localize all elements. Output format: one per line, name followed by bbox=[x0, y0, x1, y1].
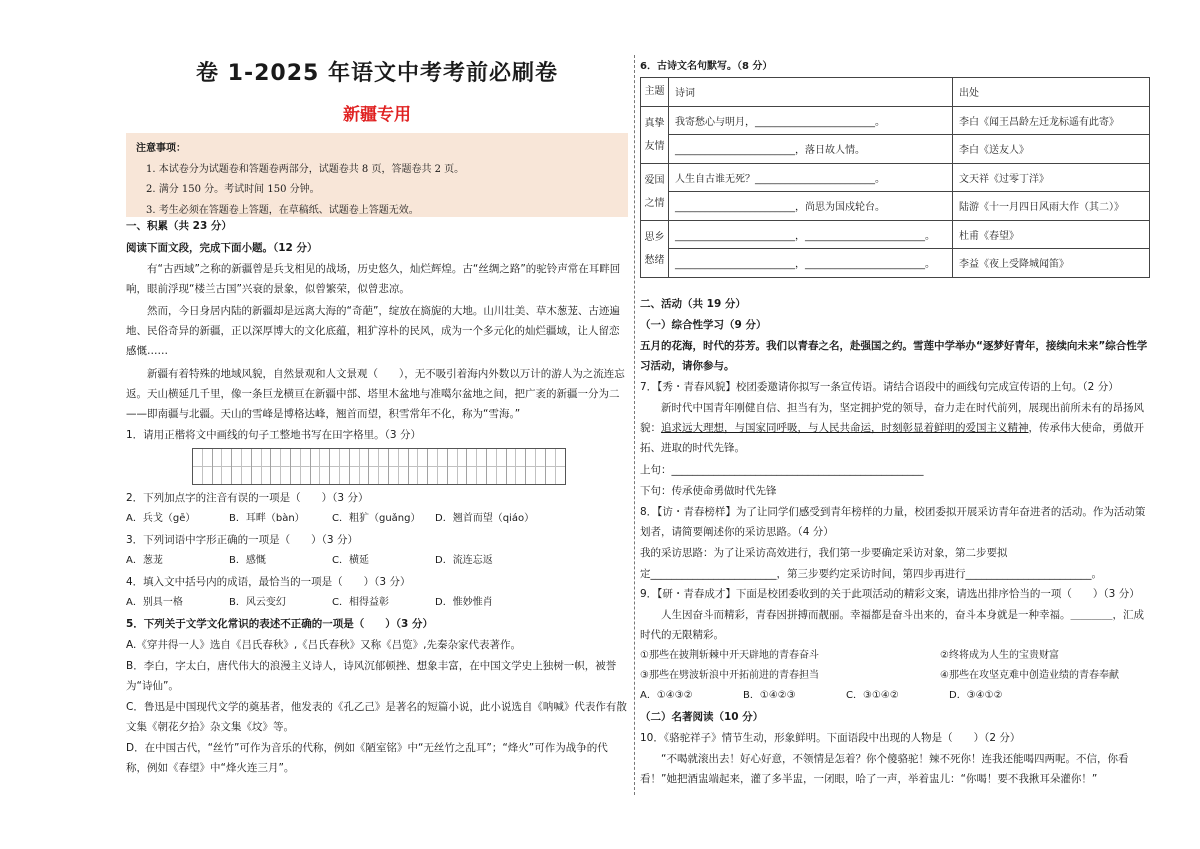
grid-cell[interactable] bbox=[330, 449, 350, 484]
grid-cell[interactable] bbox=[389, 449, 409, 484]
table-row bbox=[641, 163, 1150, 192]
writing-grid[interactable] bbox=[192, 448, 566, 485]
option[interactable]: D．③④①② bbox=[949, 690, 1003, 701]
q9-item: ③那些在劈波斩浪中开拓前进的青春担当 bbox=[640, 670, 819, 681]
table-row bbox=[641, 220, 1150, 249]
grid-cell[interactable] bbox=[409, 449, 429, 484]
poem-source: 陆游《十一月四日风雨大作（其二）》 bbox=[953, 192, 1150, 221]
question-2: 2．下列加点字的注音有误的一项是（ ）（3 分） bbox=[126, 492, 369, 504]
reading-paragraph: 新疆有着特殊的地域风貌，自然景观和人文景观（ ），无不吸引着海内外数以万计的游人为之流连忘返。天山横延几千里，像一条巨龙横亘在新疆中部、塔里木盆地与准噶尔盆地之间，把广袤的新疆一分为二——即南疆与北疆。天山的雪峰是博格达峰，翘首而望，积雪常年不化，称为“雪海。” bbox=[126, 368, 625, 420]
notice-item: 1. 本试卷分为试题卷和答题卷两部分，试题卷共 8 页，答题卷共 2 页。 bbox=[146, 163, 465, 175]
question-8: 8．【访・青春榜样】为了让同学们感受到青年榜样的力量，校团委拟开展采访青年奋进者的活动。作为活动策划者，请简要阐述你的采访思路。（4 分） bbox=[640, 506, 1146, 538]
grid-cell[interactable] bbox=[467, 449, 487, 484]
option[interactable]: A.《穿井得一人》选自《吕氏春秋》,《吕氏春秋》又称《吕览》,先秦杂家代表著作。 bbox=[126, 639, 522, 651]
section-heading-part1: 一、积累（共 23 分） bbox=[126, 220, 232, 232]
poem-line[interactable]: ________________________，尚思为国戍轮台。 bbox=[669, 192, 953, 221]
q8-answer-line: 我的采访思路：为了让采访高效进行，我们第一步要确定采访对象，第二步要拟 bbox=[640, 547, 1008, 559]
option[interactable]: A．葱茏 bbox=[126, 555, 163, 566]
theme-cell: 真挚友情 bbox=[641, 106, 669, 163]
grid-cell[interactable] bbox=[507, 449, 527, 484]
question-3: 3．下列词语中字形正确的一项是（ ）（3 分） bbox=[126, 534, 358, 546]
question-4-options bbox=[126, 593, 628, 613]
notice-item: 2. 满分 150 分。考试时间 150 分钟。 bbox=[146, 184, 320, 195]
poem-line[interactable]: ________________________，________________________。 bbox=[669, 220, 953, 249]
option[interactable]: C．横延 bbox=[332, 555, 369, 566]
underlined-sentence: 追求远大理想，与国家同呼吸，与人民共命运，时刻彰显着鲜明的爱国主义精神 bbox=[661, 422, 1029, 434]
page-title: 卷 1-2025 年语文中考考前必刷卷 bbox=[196, 61, 558, 86]
question-4: 4．填入文中括号内的成语，最恰当的一项是（ ）（3 分） bbox=[126, 576, 411, 588]
subsection-heading: （一）综合性学习（9 分） bbox=[640, 319, 767, 331]
grid-cell[interactable] bbox=[428, 449, 448, 484]
grid-cell[interactable] bbox=[252, 449, 272, 484]
notice-title: 注意事项： bbox=[136, 143, 186, 154]
q7-paragraph: 新时代中国青年刚健自信、担当有为，坚定拥护党的领导，奋力走在时代前列，展现出前所未有的昂扬风貌：追求远大理想，与国家同呼吸，与人民共命运，时刻彰显着鲜明的爱国主义精神，传承伟大使命，勇做开拓、进取的时代先锋。 bbox=[640, 402, 1144, 454]
section-heading-part2: 二、活动（共 19 分） bbox=[640, 298, 746, 310]
poem-source: 李白《送友人》 bbox=[953, 135, 1150, 164]
q9-item: ①那些在披荆斩棘中开天辟地的青春奋斗 bbox=[640, 650, 819, 661]
table-row bbox=[641, 135, 1150, 164]
theme-cell: 思乡愁绪 bbox=[641, 220, 669, 277]
option[interactable]: D．流连忘返 bbox=[435, 555, 493, 566]
poem-source: 李益《夜上受降城闻笛》 bbox=[953, 249, 1150, 278]
activity-intro: 五月的花海，时代的芬芳。我们以青春之名，赴强国之约。雪莲中学举办“逐梦好青年，接续向未来”综合性学习活动，请你参与。 bbox=[640, 340, 1148, 372]
table-row bbox=[641, 249, 1150, 278]
question-2-options bbox=[126, 509, 628, 529]
option[interactable]: A．兵戈（gē） bbox=[126, 513, 196, 524]
question-5: 5．下列关于文学文化常识的表述不正确的一项是（ ）（3 分） bbox=[126, 618, 434, 630]
q7-upper-line[interactable]: 上句：________________________________________________ bbox=[640, 464, 924, 476]
option[interactable]: B．风云变幻 bbox=[229, 597, 286, 608]
question-3-options bbox=[126, 551, 628, 571]
grid-cell[interactable] bbox=[369, 449, 389, 484]
option[interactable]: A．别具一格 bbox=[126, 597, 183, 608]
option[interactable]: B．①④②③ bbox=[743, 690, 796, 701]
option[interactable]: D．惟妙惟肖 bbox=[435, 597, 493, 608]
notice-box bbox=[126, 133, 628, 217]
q8-answer-line[interactable]: 定________________________，第三步要约定采访时间，第四步再进行________________________。 bbox=[640, 568, 1102, 580]
question-9: 9．【研・青春成才】下面是校团委收到的关于此项活动的精彩文案，请选出排序恰当的一项（ ）（3 分） bbox=[640, 588, 1140, 600]
poem-line[interactable]: ________________________，________________________。 bbox=[669, 249, 953, 278]
reading-paragraph: 有“古西域”之称的新疆曾是兵戈相见的战场，历史悠久，灿烂辉煌。古“丝绸之路”的驼铃声常在耳畔回响，眼前浮现“楼兰古国”兴衰的景象，似曾繁荣，似曾悲凉。 bbox=[126, 263, 621, 295]
poem-source: 杜甫《春望》 bbox=[953, 220, 1150, 249]
option[interactable]: D．在中国古代，“丝竹”可作为音乐的代称，例如《陋室铭》中“无丝竹之乱耳”；“烽火”可作为战争的代称，例如《春望》中“烽火连三月”。 bbox=[126, 742, 608, 774]
subsection-heading: （二）名著阅读（10 分） bbox=[640, 711, 764, 723]
grid-cell[interactable] bbox=[232, 449, 252, 484]
grid-cell[interactable] bbox=[526, 449, 546, 484]
poem-line[interactable]: ________________________，落日故人情。 bbox=[669, 135, 953, 164]
question-6: 6．古诗文名句默写。（8 分） bbox=[640, 61, 773, 72]
grid-cell[interactable] bbox=[350, 449, 370, 484]
q9-item: ②终将成为人生的宝贵财富 bbox=[940, 650, 1059, 661]
question-10: 10．《骆驼祥子》情节生动，形象鲜明。下面语段中出现的人物是（ ）（2 分） bbox=[640, 732, 1021, 744]
option[interactable]: B．李白，字太白，唐代伟大的浪漫主义诗人，诗风沉郁顿挫、想象丰富，在中国文学史上独树一帜，被誉为“诗仙”。 bbox=[126, 660, 617, 692]
table-row bbox=[641, 106, 1150, 135]
grid-cell[interactable] bbox=[193, 449, 213, 484]
grid-cell[interactable] bbox=[487, 449, 507, 484]
option[interactable]: B．耳畔（bàn） bbox=[229, 513, 305, 524]
grid-cell[interactable] bbox=[291, 449, 311, 484]
theme-cell: 爱国之情 bbox=[641, 163, 669, 220]
grid-cell[interactable] bbox=[448, 449, 468, 484]
reading-paragraph: 然而，今日身居内陆的新疆却是远离大海的“奇葩”，绽放在旖旎的大地。山川壮美、草木葱茏、古迹遍地、民俗奇异的新疆，正以深厚博大的文化底蕴，粗犷淳朴的民风，成为一个多元化的灿烂疆域，让人留恋感慨…… bbox=[126, 305, 620, 357]
notice-item: 3. 考生必须在答题卷上答题，在草稿纸、试题卷上答题无效。 bbox=[146, 204, 419, 216]
header-cell: 诗词 bbox=[669, 78, 953, 107]
q7-lower-line: 下句：传承使命勇做时代先锋 bbox=[640, 485, 777, 497]
q9-items bbox=[640, 646, 1150, 706]
option[interactable]: C．鲁迅是中国现代文学的奠基者，他发表的《孔乙己》是著名的短篇小说，此小说选自《呐喊》代表作有散文集《朝花夕拾》杂文集《坟》等。 bbox=[126, 701, 627, 733]
q9-item: ④那些在攻坚克难中创造业绩的青春奉献 bbox=[940, 670, 1119, 681]
poem-source: 文天祥《过零丁洋》 bbox=[953, 163, 1150, 192]
poem-table bbox=[640, 77, 1150, 278]
question-7: 7．【秀・青春风貌】校团委邀请你拟写一条宣传语。请结合语段中的画线句完成宣传语的上句。（2 分） bbox=[640, 381, 1119, 393]
column-divider bbox=[634, 55, 635, 795]
grid-cell[interactable] bbox=[271, 449, 291, 484]
table-row bbox=[641, 192, 1150, 221]
grid-cell[interactable] bbox=[546, 449, 566, 484]
grid-cell[interactable] bbox=[213, 449, 233, 484]
option[interactable]: C．粗犷（guǎng） bbox=[332, 513, 421, 524]
q9-paragraph: 人生因奋斗而精彩，青春因拼搏而靓丽。幸福都是奋斗出来的，奋斗本身就是一种幸福。＿＿＿＿，汇成时代的无限精彩。 bbox=[640, 609, 1144, 641]
question-1: 1．请用正楷将文中画线的句子工整地书写在田字格里。（3 分） bbox=[126, 429, 421, 441]
option[interactable]: C．③①④② bbox=[846, 690, 899, 701]
option[interactable]: A．①④③② bbox=[640, 690, 693, 701]
option[interactable]: D．翘首而望（qiáo） bbox=[435, 513, 535, 524]
poem-line[interactable]: 我寄愁心与明月，________________________。 bbox=[669, 106, 953, 135]
poem-source: 李白《闻王昌龄左迁龙标遥有此寄》 bbox=[953, 106, 1150, 135]
page-subtitle: 新疆专用 bbox=[343, 105, 411, 125]
reading-intro: 阅读下面文段，完成下面小题。（12 分） bbox=[126, 242, 318, 254]
option[interactable]: C．相得益彰 bbox=[332, 597, 389, 608]
option[interactable]: B．感慨 bbox=[229, 555, 266, 566]
poem-line[interactable]: 人生自古谁无死？________________________。 bbox=[669, 163, 953, 192]
table-header-row bbox=[641, 78, 1150, 107]
grid-cell[interactable] bbox=[311, 449, 331, 484]
header-cell: 主题 bbox=[641, 78, 669, 107]
q10-paragraph: “不喝就滚出去！好心好意，不领情是怎着？你个傻骆驼！辣不死你！连我还能喝四两呢。不信，你看看！”她把酒盅端起来，灌了多半盅，一闭眼，哈了一声，举着盅儿：“你喝！要不我揪耳朵灌你！” bbox=[640, 753, 1129, 785]
header-cell: 出处 bbox=[953, 78, 1150, 107]
